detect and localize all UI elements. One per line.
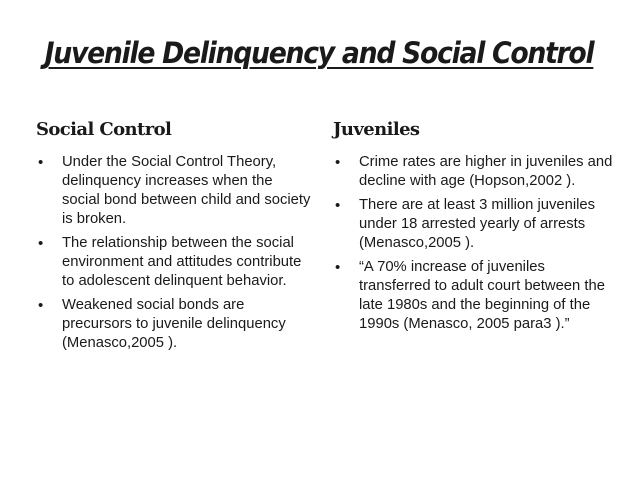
bullet-item: [36, 153, 314, 229]
social-control-heading: Social Control: [36, 119, 172, 140]
social-control-bullet-list: [36, 153, 314, 353]
juveniles-bullet-list: [333, 153, 613, 334]
juveniles-heading: Juveniles: [333, 119, 420, 140]
bullet-text: The relationship between the social environment and attitudes contribute to adolescent delinquent behavior.: [62, 235, 302, 289]
bullet-item: [36, 234, 314, 291]
bullet-text: “A 70% increase of juveniles transferred to adult court between the late 1980s and the beginning of the 1990s (Menasco, 2005 para3 ).”: [359, 259, 605, 332]
bullet-icon: •: [38, 154, 44, 171]
bullet-icon: •: [335, 154, 341, 171]
bullet-text: Under the Social Control Theory, delinquency increases when the social bond between child and society is broken.: [62, 154, 311, 227]
bullet-text: Weakened social bonds are precursors to juvenile delinquency (Menasco,2005 ).: [62, 297, 286, 351]
slide-title: Juvenile Delinquency and Social Control: [44, 36, 594, 70]
bullet-item: [333, 196, 613, 253]
bullet-icon: •: [38, 297, 44, 314]
bullet-text: There are at least 3 million juveniles under 18 arrested yearly of arrests (Menasco,2005 ).: [359, 197, 596, 251]
bullet-item: [333, 153, 613, 191]
bullet-text: Crime rates are higher in juveniles and decline with age (Hopson,2002 ).: [359, 154, 613, 189]
bullet-icon: •: [335, 259, 341, 276]
bullet-icon: •: [335, 197, 341, 214]
bullet-icon: •: [38, 235, 44, 252]
juveniles-column: [333, 119, 613, 339]
bullet-item: [333, 258, 613, 334]
bullet-item: [36, 296, 314, 353]
social-control-column: [36, 119, 314, 358]
